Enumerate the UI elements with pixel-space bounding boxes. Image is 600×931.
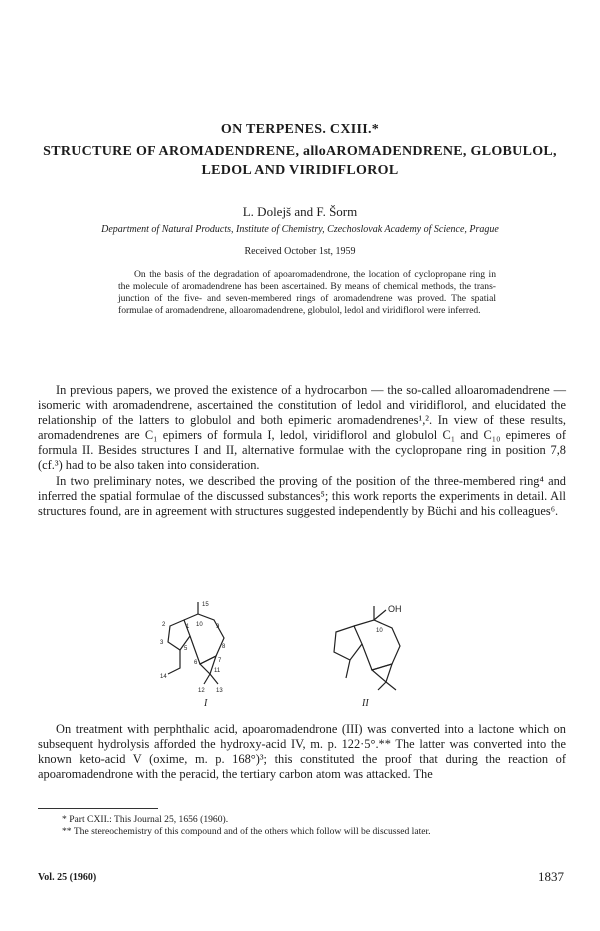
authors: L. Dolejš and F. Šorm — [242, 204, 358, 219]
structure-II-cyclopropane — [372, 664, 392, 682]
structure-II-oh: OH — [388, 604, 402, 614]
paragraph-1: In previous papers, we proved the existence of a hydrocarbon — the so-called alloaromadendrene — isomeric with aromadendrene, ascertained the constitution of ledol and viridiflorol, and elucidated the relationship of the latters to globulol and both epimeric aromadendrenes¹,². In view of these results, aromadendrenes are C₁ epimers of formula I, ledol, viridiflorol and globulol C₁ and C₁₀ epimeres of formula II. Besides structures I and II, alternative formulae with the cyclopropane ring in position 7,8 (cf.³) had to be also taken into consideration. — [38, 383, 566, 473]
received-date: Received October 1st, 1959 — [244, 246, 356, 257]
atom-label-9: 9 — [216, 624, 220, 630]
atom-label-5: 5 — [184, 646, 188, 652]
structure-II — [334, 606, 400, 690]
structure-II-label: II — [362, 698, 369, 709]
body-section-2 — [38, 722, 566, 782]
title-line-1: ON TERPENES. CXIII.* — [220, 122, 380, 137]
body-section-1 — [38, 383, 566, 519]
footnote-1: * Part CXII.: This Journal 25, 1656 (1960). — [62, 814, 229, 825]
atom-label-6: 6 — [194, 660, 198, 666]
atom-label-11: 11 — [214, 668, 221, 674]
footnote-2: ** The stereochemistry of this compound and of the others which follow will be discussed later. — [62, 826, 431, 837]
title-line-3: LEDOL AND VIRIDIFLOROL — [201, 163, 399, 178]
atom-label-3: 3 — [160, 640, 164, 646]
structure-II-atom-label-10: 10 — [376, 628, 383, 634]
atom-label-12: 12 — [198, 688, 205, 694]
structure-II-hydroxyl-bond — [374, 606, 386, 620]
footnote-rule — [38, 808, 158, 809]
structure-II-methyl — [346, 660, 350, 678]
affiliation: Department of Natural Products, Institute of Chemistry, Czechoslovak Academy of Science, Prague — [101, 224, 499, 235]
atom-label-10: 10 — [196, 622, 203, 628]
paragraph-3: On treatment with perphthalic acid, apoaromadendrone (III) was converted into a lactone which on subsequent hydrolysis afforded the hydroxy-acid IV, m. p. 122·5°.** The latter was converted into the known keto-acid V (oxime, m. p. 168°)³; this constituted the proof that during the reaction of apoaromadendrone with the peracid, the tertiary carbon atom was attacked. The — [38, 722, 566, 782]
structure-I-seven-ring — [184, 614, 224, 664]
structural-formulas — [150, 598, 450, 710]
atom-label-15: 15 — [202, 602, 209, 608]
paragraph-2: In two preliminary notes, we described the proving of the position of the three-membered ring⁴ and inferred the spatial formulae of the discussed substances⁵; this work reports the experiments in detail. All structures found, are in agreement with structures suggested independently by Büchi and his colleagues⁶. — [38, 473, 566, 518]
footnotes — [38, 814, 566, 838]
atom-label-13: 13 — [216, 688, 223, 694]
abstract — [118, 269, 496, 317]
atom-label-14: 14 — [160, 674, 167, 680]
structure-II-five-ring — [334, 626, 362, 660]
structure-I-gem-dimethyl — [204, 674, 218, 684]
structure-II-gem-dimethyl — [378, 682, 396, 690]
atom-label-2: 2 — [162, 622, 166, 628]
atom-label-7: 7 — [218, 658, 222, 664]
atom-label-1: 1 — [186, 624, 190, 630]
volume-label: Vol. 25 (1960) — [38, 872, 97, 883]
structure-I-label: I — [204, 698, 208, 709]
page-number: 1837 — [538, 869, 564, 884]
abstract-text: On the basis of the degradation of apoaromadendrone, the location of cyclopropane ring in the molecule of aromadendrene has been ascertained. By means of chemical methods, the trans-junction of the five- and seven-membered rings of aromadendrene was proved. The spatial formulae of aromadendrene, alloaromadendrene, globulol, ledol and viridiflorol were inferred. — [118, 269, 496, 316]
title-line-2: STRUCTURE OF AROMADENDRENE, alloAROMADENDRENE, GLOBULOL, — [43, 144, 557, 159]
atom-label-8: 8 — [222, 644, 226, 650]
structure-I-methyl-14 — [168, 650, 180, 674]
